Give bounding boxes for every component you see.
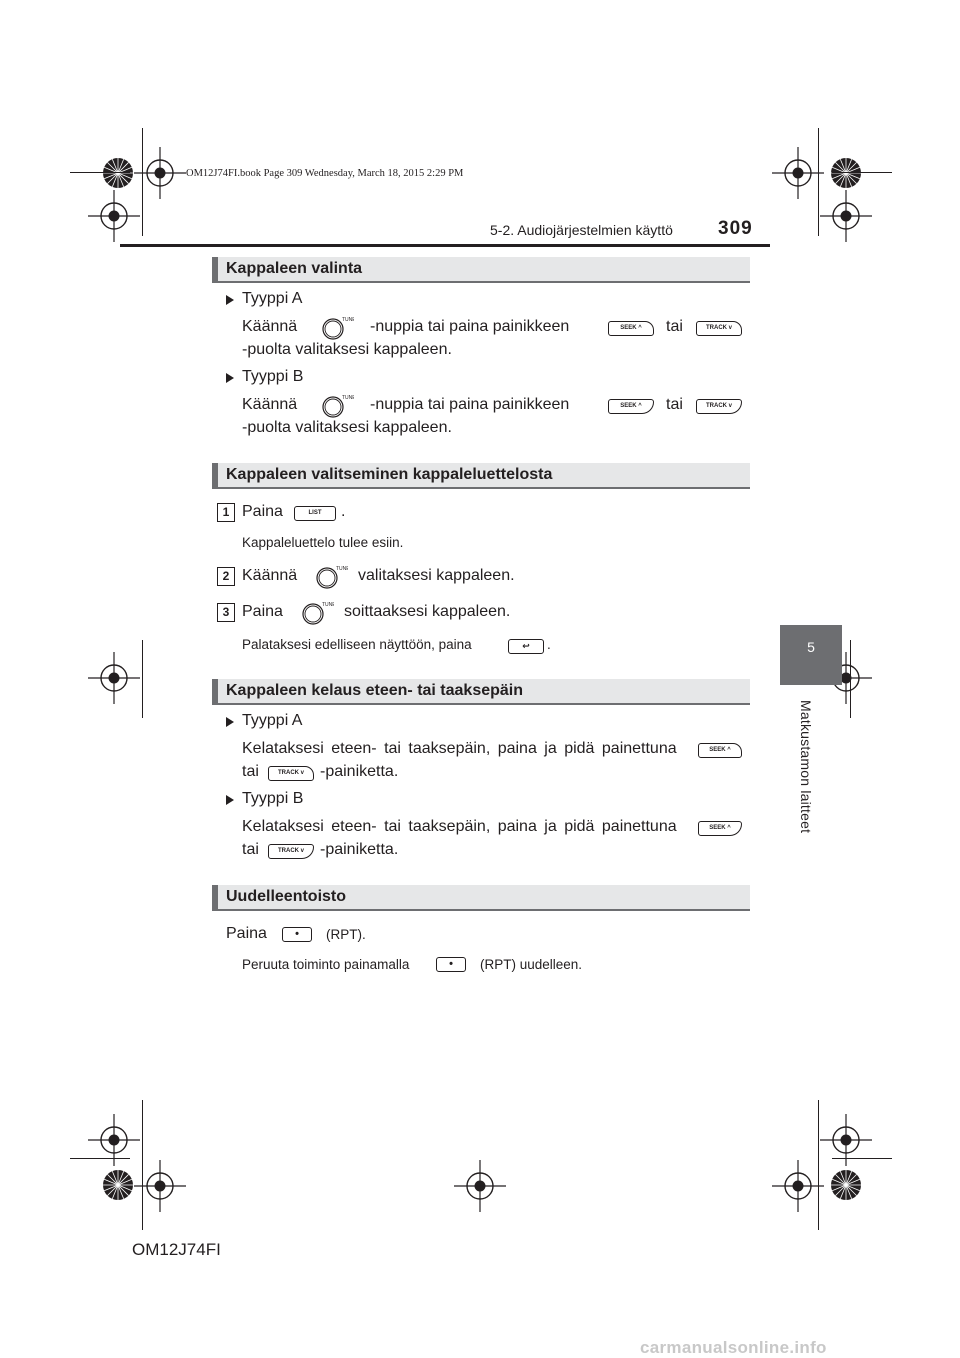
body-text: (RPT). (326, 927, 366, 942)
crop-line (70, 172, 130, 173)
rpt-button-icon: • (282, 927, 312, 942)
tune-knob-icon (320, 393, 354, 419)
body-text: . (341, 503, 346, 520)
body-text: tai (242, 763, 259, 780)
list-button-icon: LIST (294, 506, 336, 521)
type-label: Tyyppi A (242, 290, 303, 307)
crop-line (142, 640, 143, 718)
bullet-triangle-icon (226, 295, 234, 305)
step-number: 3 (217, 603, 235, 622)
step-number: 1 (217, 503, 235, 522)
seek-button-icon: SEEK ^ (608, 399, 654, 414)
crop-line (818, 128, 819, 236)
body-text: tai (242, 841, 259, 858)
track-button-icon: TRACK v (268, 766, 314, 781)
note-text: (RPT) uudelleen. (480, 957, 583, 972)
rpt-button-icon: • (436, 957, 466, 972)
type-label: Tyyppi B (242, 368, 304, 385)
crop-line (818, 1100, 819, 1230)
body-text: Käännä (242, 318, 298, 335)
crop-line (142, 128, 143, 236)
tune-knob-icon (320, 315, 354, 341)
body-text: Käännä (242, 396, 298, 413)
sunburst-mark-icon (102, 1169, 134, 1201)
body-text: -nuppia tai paina painikkeen (370, 396, 570, 413)
note-text: . (547, 637, 551, 652)
seek-button-icon: SEEK ^ (698, 821, 742, 836)
sunburst-mark-icon (830, 1169, 862, 1201)
body-text: soittaaksesi kappaleen. (344, 603, 511, 620)
bullet-triangle-icon (226, 795, 234, 805)
section-title: Kappaleen valinta (212, 257, 750, 283)
header-rule (120, 244, 770, 247)
body-text: -painiketta. (320, 763, 399, 780)
registration-mark-icon (820, 190, 872, 242)
section-title: Kappaleen kelaus eteen- tai taaksepäin (212, 679, 750, 705)
crop-line (850, 640, 851, 718)
book-info: OM12J74FI.book Page 309 Wednesday, March 18, 2015 2:29 PM (186, 168, 464, 179)
back-button-icon: ↩ (508, 639, 544, 654)
body-text: -painiketta. (320, 841, 399, 858)
body-text: Paina (242, 503, 283, 520)
registration-mark-icon (772, 1160, 824, 1212)
type-label: Tyyppi B (242, 790, 304, 807)
body-text: valitaksesi kappaleen. (358, 567, 515, 584)
crop-line (832, 172, 892, 173)
registration-mark-icon (772, 147, 824, 199)
tune-knob-icon (300, 600, 334, 626)
body-text: -puolta valitaksesi kappaleen. (242, 419, 452, 436)
seek-button-icon: SEEK ^ (698, 743, 742, 758)
step-number: 2 (217, 567, 235, 586)
watermark: carmanualsonline.info (640, 1338, 827, 1357)
chapter-tab: 5 (780, 625, 842, 685)
chapter-title: Matkustamon laitteet (798, 700, 814, 834)
track-button-icon: TRACK v (696, 321, 742, 336)
body-text: -nuppia tai paina painikkeen (370, 318, 570, 335)
bullet-triangle-icon (226, 373, 234, 383)
body-text: tai (666, 318, 683, 335)
note-text: Palataksesi edelliseen näyttöön, paina (242, 637, 472, 652)
document-code: OM12J74FI (132, 1240, 221, 1259)
track-button-icon: TRACK v (696, 399, 742, 414)
sunburst-mark-icon (830, 157, 862, 189)
crop-line (142, 1100, 143, 1230)
body-text: -puolta valitaksesi kappaleen. (242, 341, 452, 358)
track-button-icon: TRACK v (268, 844, 314, 859)
body-text: Kelataksesi eteen- tai taaksepäin, paina ja pidä painettuna (242, 740, 677, 757)
crop-line (70, 1158, 130, 1159)
header-section-title: 5-2. Audiojärjestelmien käyttö (490, 222, 673, 238)
sunburst-mark-icon (102, 157, 134, 189)
type-label: Tyyppi A (242, 712, 303, 729)
note-text: Peruuta toiminto painamalla (242, 957, 410, 972)
section-title: Uudelleentoisto (212, 885, 750, 911)
body-text: Paina (226, 925, 267, 942)
body-text: Käännä (242, 567, 298, 584)
crop-line (832, 1158, 892, 1159)
registration-mark-icon (88, 190, 140, 242)
body-text: Paina (242, 603, 283, 620)
note-text: Kappaleluettelo tulee esiin. (242, 535, 404, 550)
seek-button-icon: SEEK ^ (608, 321, 654, 336)
body-text: tai (666, 396, 683, 413)
page-number: 309 (718, 218, 753, 239)
registration-mark-icon (454, 1160, 506, 1212)
registration-mark-icon (88, 652, 140, 704)
body-text: Kelataksesi eteen- tai taaksepäin, paina ja pidä painettuna (242, 818, 677, 835)
bullet-triangle-icon (226, 717, 234, 727)
section-title: Kappaleen valitseminen kappaleluettelosta (212, 463, 750, 489)
tune-knob-icon (314, 564, 348, 590)
